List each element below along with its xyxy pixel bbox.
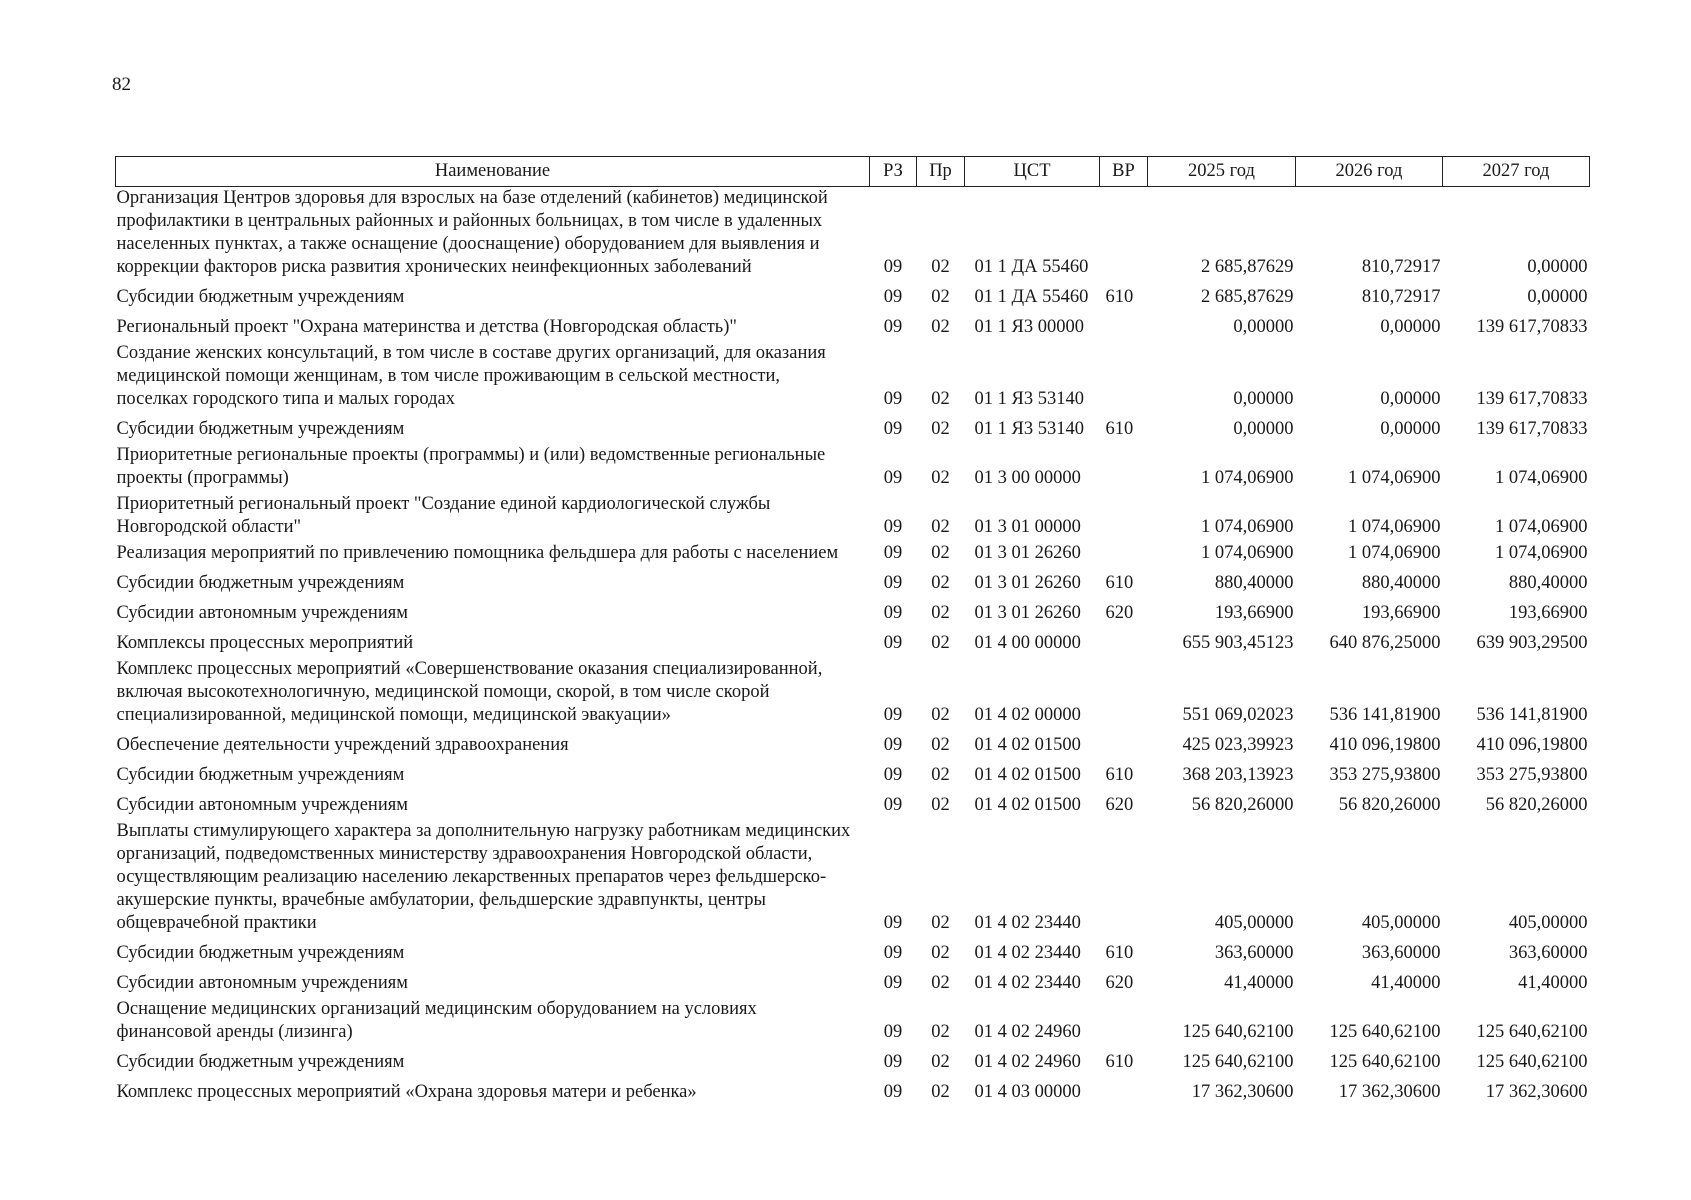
cell-name: Создание женских консультаций, в том числе в составе других организаций, для оказания медицинской помощи женщинам, в том числе проживающим в сельской местности, поселках городского типа и малых городах <box>116 343 826 409</box>
cell-y2025: 0,00000 <box>1233 389 1294 409</box>
cell-name: Реализация мероприятий по привлечению помощника фельдшера для работы с населением <box>116 543 839 563</box>
cell-pr: 02 <box>931 287 950 307</box>
cell-rz: 09 <box>883 317 903 337</box>
cell-pr: 02 <box>931 517 950 537</box>
cell-name: Субсидии автономным учреждениям <box>116 603 408 623</box>
cell-rz: 09 <box>883 517 903 537</box>
table-row <box>116 542 1590 568</box>
cell-vr <box>1100 658 1148 730</box>
cell-pr: 02 <box>931 1082 950 1102</box>
cell-name: Субсидии бюджетным учреждениям <box>116 287 405 307</box>
cell-y2027: 17 362,30600 <box>1485 1082 1588 1102</box>
cell-y2027: 125 640,62100 <box>1476 1022 1588 1042</box>
table-row <box>116 760 1590 790</box>
cell-y2025: 2 685,87629 <box>1201 257 1294 277</box>
cell-pr: 02 <box>931 543 950 563</box>
page-number: 82 <box>112 74 131 95</box>
table-row <box>116 187 1590 283</box>
cell-y2027: 639 903,29500 <box>1476 633 1588 653</box>
header-2027: 2027 год <box>1443 157 1590 187</box>
table-row <box>116 414 1590 444</box>
cell-pr: 02 <box>931 705 950 725</box>
table-body <box>116 187 1590 1108</box>
cell-rz: 09 <box>883 705 903 725</box>
cell-y2025: 655 903,45123 <box>1182 633 1294 653</box>
cell-cst: 01 3 01 26260 <box>974 573 1081 593</box>
cell-pr: 02 <box>931 633 950 653</box>
cell-name: Комплексы процессных мероприятий <box>116 633 414 653</box>
cell-y2027: 0,00000 <box>1527 287 1588 307</box>
cell-name: Выплаты стимулирующего характера за дополнительную нагрузку работникам медицинских организаций, подведомственных министерству здравоохранения Новгородской области, осуществляющим реализацию населению лекарственных препаратов через фельдшерско-акушерские пункты, врачебные амбулатории, фельдшерские здравпункты, центры общеврачебной практики <box>116 821 851 933</box>
table-row <box>116 1077 1590 1107</box>
cell-y2025: 0,00000 <box>1233 419 1294 439</box>
cell-y2025: 368 203,13923 <box>1182 765 1294 785</box>
cell-vr <box>1100 493 1148 542</box>
cell-pr: 02 <box>931 603 950 623</box>
cell-y2026: 410 096,19800 <box>1329 735 1441 755</box>
cell-rz: 09 <box>883 913 903 933</box>
cell-y2027: 363,60000 <box>1508 943 1588 963</box>
cell-name: Субсидии автономным учреждениям <box>116 795 408 815</box>
cell-vr: 620 <box>1105 795 1134 815</box>
cell-pr: 02 <box>931 913 950 933</box>
cell-y2027: 536 141,81900 <box>1476 705 1588 725</box>
cell-y2025: 880,40000 <box>1214 573 1294 593</box>
cell-y2025: 125 640,62100 <box>1182 1052 1294 1072</box>
cell-vr <box>1100 312 1148 342</box>
cell-y2027: 0,00000 <box>1527 257 1588 277</box>
cell-y2027: 353 275,93800 <box>1476 765 1588 785</box>
cell-pr: 02 <box>931 389 950 409</box>
cell-y2027: 139 617,70833 <box>1476 419 1588 439</box>
cell-name: Приоритетные региональные проекты (программы) и (или) ведомственные региональные проекты (программы) <box>116 445 826 488</box>
cell-vr <box>1100 1077 1148 1107</box>
cell-vr <box>1100 730 1148 760</box>
cell-name: Обеспечение деятельности учреждений здравоохранения <box>116 735 569 755</box>
cell-vr: 620 <box>1105 603 1134 623</box>
cell-vr <box>1100 444 1148 493</box>
cell-y2026: 363,60000 <box>1361 943 1441 963</box>
cell-y2027: 405,00000 <box>1508 913 1588 933</box>
cell-y2027: 41,40000 <box>1518 973 1588 993</box>
cell-y2026: 810,72917 <box>1361 257 1441 277</box>
cell-y2025: 363,60000 <box>1214 943 1294 963</box>
cell-cst: 01 4 02 23440 <box>974 943 1081 963</box>
cell-vr <box>1100 187 1148 283</box>
header-2025: 2025 год <box>1148 157 1296 187</box>
cell-y2026: 1 074,06900 <box>1348 517 1441 537</box>
header-rz: РЗ <box>870 157 917 187</box>
cell-y2026: 1 074,06900 <box>1348 543 1441 563</box>
cell-y2026: 125 640,62100 <box>1329 1022 1441 1042</box>
cell-rz: 09 <box>883 735 903 755</box>
cell-cst: 01 4 00 00000 <box>974 633 1081 653</box>
cell-y2026: 1 074,06900 <box>1348 468 1441 488</box>
cell-name: Субсидии бюджетным учреждениям <box>116 765 405 785</box>
cell-y2027: 410 096,19800 <box>1476 735 1588 755</box>
cell-y2025: 405,00000 <box>1214 913 1294 933</box>
table-row <box>116 790 1590 820</box>
cell-cst: 01 4 02 01500 <box>974 735 1081 755</box>
cell-rz: 09 <box>883 543 903 563</box>
cell-vr: 610 <box>1105 765 1134 785</box>
cell-y2025: 425 023,39923 <box>1182 735 1294 755</box>
cell-name: Комплекс процессных мероприятий «Совершенствование оказания специализированной, включая высокотехнологичную, медицинской помощи, скорой, в том числе скорой специализированной, медицинской помощи, медицинской эвакуации» <box>116 659 823 725</box>
cell-vr: 610 <box>1105 419 1134 439</box>
cell-pr: 02 <box>931 468 950 488</box>
cell-y2025: 1 074,06900 <box>1201 517 1294 537</box>
cell-y2025: 41,40000 <box>1224 973 1294 993</box>
cell-vr: 610 <box>1105 943 1134 963</box>
cell-rz: 09 <box>883 633 903 653</box>
cell-cst: 01 1 Я3 00000 <box>974 317 1084 337</box>
cell-y2026: 0,00000 <box>1380 317 1441 337</box>
cell-pr: 02 <box>931 1022 950 1042</box>
cell-pr: 02 <box>931 573 950 593</box>
cell-y2027: 56 820,26000 <box>1485 795 1588 815</box>
cell-y2026: 41,40000 <box>1371 973 1441 993</box>
cell-y2025: 56 820,26000 <box>1191 795 1294 815</box>
cell-y2026: 536 141,81900 <box>1329 705 1441 725</box>
cell-y2026: 17 362,30600 <box>1338 1082 1441 1102</box>
cell-y2026: 880,40000 <box>1361 573 1441 593</box>
cell-y2026: 193,66900 <box>1361 603 1441 623</box>
cell-rz: 09 <box>883 603 903 623</box>
cell-rz: 09 <box>883 573 903 593</box>
table-row <box>116 493 1590 542</box>
cell-rz: 09 <box>883 419 903 439</box>
header-cst: ЦСТ <box>965 157 1100 187</box>
cell-pr: 02 <box>931 317 950 337</box>
cell-cst: 01 4 02 01500 <box>974 795 1081 815</box>
cell-name: Субсидии бюджетным учреждениям <box>116 573 405 593</box>
cell-pr: 02 <box>931 973 950 993</box>
cell-vr: 610 <box>1105 573 1134 593</box>
cell-y2025: 17 362,30600 <box>1191 1082 1294 1102</box>
cell-y2027: 1 074,06900 <box>1495 543 1588 563</box>
budget-table <box>115 156 1590 1107</box>
cell-name: Субсидии автономным учреждениям <box>116 973 408 993</box>
cell-vr <box>1100 342 1148 414</box>
cell-cst: 01 3 00 00000 <box>974 468 1081 488</box>
cell-rz: 09 <box>883 795 903 815</box>
cell-cst: 01 4 02 01500 <box>974 765 1081 785</box>
cell-name: Приоритетный региональный проект "Создание единой кардиологической службы Новгородской области" <box>116 494 771 537</box>
cell-vr <box>1100 628 1148 658</box>
cell-cst: 01 4 03 00000 <box>974 1082 1081 1102</box>
table-row <box>116 628 1590 658</box>
cell-rz: 09 <box>883 1022 903 1042</box>
table-row <box>116 312 1590 342</box>
cell-name: Субсидии бюджетным учреждениям <box>116 419 405 439</box>
table-row <box>116 282 1590 312</box>
cell-y2026: 0,00000 <box>1380 389 1441 409</box>
cell-y2027: 880,40000 <box>1508 573 1588 593</box>
table-row <box>116 568 1590 598</box>
cell-vr: 610 <box>1105 287 1134 307</box>
table-row <box>116 730 1590 760</box>
cell-cst: 01 1 ДА 55460 <box>974 257 1089 277</box>
cell-y2027: 1 074,06900 <box>1495 468 1588 488</box>
table-row <box>116 998 1590 1047</box>
cell-rz: 09 <box>883 943 903 963</box>
cell-pr: 02 <box>931 765 950 785</box>
cell-cst: 01 4 02 24960 <box>974 1022 1081 1042</box>
table-row <box>116 1047 1590 1077</box>
cell-pr: 02 <box>931 735 950 755</box>
cell-name: Субсидии бюджетным учреждениям <box>116 1052 405 1072</box>
cell-rz: 09 <box>883 973 903 993</box>
cell-cst: 01 1 Я3 53140 <box>974 389 1084 409</box>
cell-y2027: 139 617,70833 <box>1476 389 1588 409</box>
cell-name: Оснащение медицинских организаций медицинским оборудованием на условиях финансовой аренды (лизинга) <box>116 999 757 1042</box>
table-row <box>116 968 1590 998</box>
cell-y2025: 193,66900 <box>1214 603 1294 623</box>
table-row <box>116 444 1590 493</box>
cell-pr: 02 <box>931 257 950 277</box>
cell-rz: 09 <box>883 765 903 785</box>
cell-vr: 610 <box>1105 1052 1134 1072</box>
table-row <box>116 598 1590 628</box>
cell-rz: 09 <box>883 257 903 277</box>
cell-name: Организация Центров здоровья для взрослых на базе отделений (кабинетов) медицинской профилактики в центральных районных и районных больницах, в том числе в удаленных населенных пунктах, а также оснащение (дооснащение) оборудованием для выявления и коррекции факторов риска развития хронических неинфекционных заболеваний <box>116 188 828 277</box>
cell-cst: 01 4 02 23440 <box>974 973 1081 993</box>
cell-y2027: 1 074,06900 <box>1495 517 1588 537</box>
cell-cst: 01 4 02 00000 <box>974 705 1081 725</box>
cell-y2027: 125 640,62100 <box>1476 1052 1588 1072</box>
header-2026: 2026 год <box>1296 157 1443 187</box>
cell-y2027: 139 617,70833 <box>1476 317 1588 337</box>
cell-y2025: 1 074,06900 <box>1201 468 1294 488</box>
cell-y2026: 353 275,93800 <box>1329 765 1441 785</box>
cell-y2026: 125 640,62100 <box>1329 1052 1441 1072</box>
header-vr: ВР <box>1100 157 1148 187</box>
cell-y2025: 1 074,06900 <box>1201 543 1294 563</box>
table-row <box>116 820 1590 938</box>
cell-pr: 02 <box>931 943 950 963</box>
cell-cst: 01 3 01 00000 <box>974 517 1081 537</box>
cell-name: Комплекс процессных мероприятий «Охрана здоровья матери и ребенка» <box>116 1082 697 1102</box>
cell-cst: 01 4 02 24960 <box>974 1052 1081 1072</box>
cell-pr: 02 <box>931 795 950 815</box>
cell-cst: 01 1 Я3 53140 <box>974 419 1084 439</box>
cell-cst: 01 3 01 26260 <box>974 603 1081 623</box>
cell-vr <box>1100 542 1148 568</box>
cell-y2027: 193,66900 <box>1508 603 1588 623</box>
cell-vr <box>1100 998 1148 1047</box>
cell-rz: 09 <box>883 468 903 488</box>
cell-y2025: 2 685,87629 <box>1201 287 1294 307</box>
cell-cst: 01 3 01 26260 <box>974 543 1081 563</box>
cell-name: Субсидии бюджетным учреждениям <box>116 943 405 963</box>
cell-vr <box>1100 820 1148 938</box>
cell-rz: 09 <box>883 1052 903 1072</box>
table-row <box>116 938 1590 968</box>
cell-y2026: 405,00000 <box>1361 913 1441 933</box>
table-header <box>116 157 1590 187</box>
cell-y2025: 0,00000 <box>1233 317 1294 337</box>
cell-y2026: 810,72917 <box>1361 287 1441 307</box>
cell-cst: 01 4 02 23440 <box>974 913 1081 933</box>
cell-rz: 09 <box>883 389 903 409</box>
cell-y2026: 56 820,26000 <box>1338 795 1441 815</box>
table-row <box>116 658 1590 730</box>
table-row <box>116 342 1590 414</box>
cell-rz: 09 <box>883 1082 903 1102</box>
cell-name: Региональный проект "Охрана материнства и детства (Новгородская область)" <box>116 317 737 337</box>
cell-vr: 620 <box>1105 973 1134 993</box>
cell-pr: 02 <box>931 419 950 439</box>
header-pr: Пр <box>917 157 965 187</box>
cell-y2025: 551 069,02023 <box>1182 705 1294 725</box>
cell-y2026: 640 876,25000 <box>1329 633 1441 653</box>
header-name: Наименование <box>116 157 870 187</box>
cell-cst: 01 1 ДА 55460 <box>974 287 1089 307</box>
cell-pr: 02 <box>931 1052 950 1072</box>
cell-y2025: 125 640,62100 <box>1182 1022 1294 1042</box>
cell-y2026: 0,00000 <box>1380 419 1441 439</box>
cell-rz: 09 <box>883 287 903 307</box>
